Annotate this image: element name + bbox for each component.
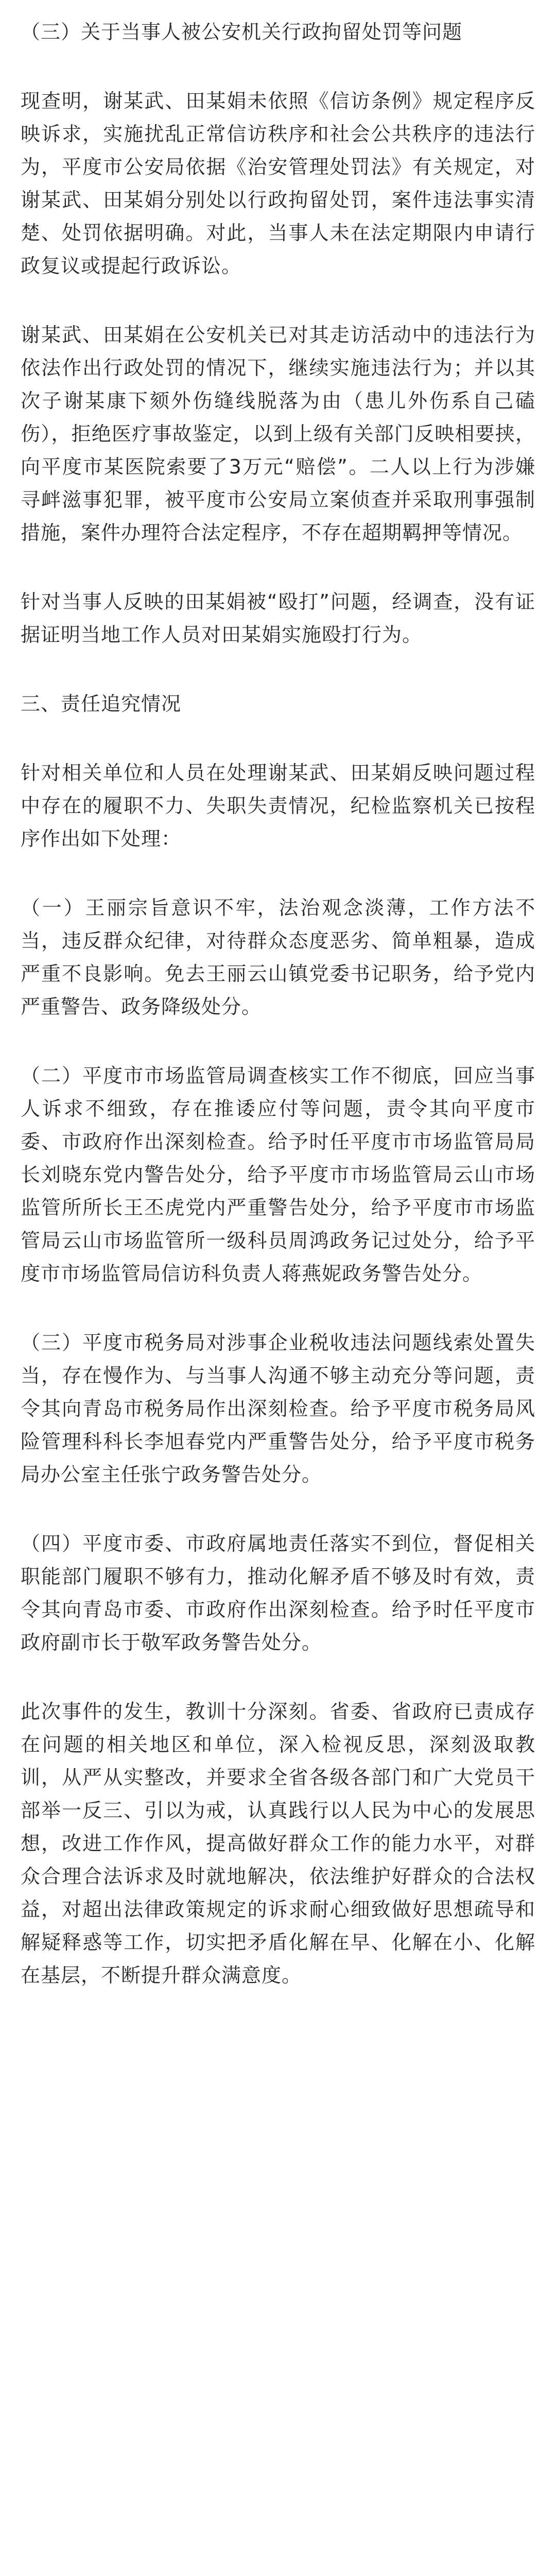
- paragraph-conclusion: 此次事件的发生，教训十分深刻。省委、省政府已责成存在问题的相关地区和单位，深入检视反思，深刻汲取教训，从严从实整改，并要求全省各级各部门和广大党员干部举一反三、引以为戒，认真践行以人民为中心的发展思想，改进工作作风，提高做好群众工作的能力水平，对群众合理合法诉求及时就地解决，依法维护好群众的合法权益，对超出法律政策规定的诉求耐心细致做好思想疏导和解疑释惑等工作，切实把矛盾化解在早、化解在小、化解在基层，不断提升群众满意度。: [21, 1700, 535, 1987]
- paragraph-public-security-finding: 现查明，谢某武、田某娟未依照《信访条例》规定程序反映诉求，实施扰乱正常信访秩序和社会公共秩序的违法行为，平度市公安局依据《治安管理处罚法》有关规定，对谢某武、田某娟分别处以行政拘留处罚，案件违法事实清楚、处罚依据明确。对此，当事人未在法定期限内申请行政复议或提起行政诉讼。: [21, 90, 535, 277]
- paragraph-item-2: （二）平度市市场监管局调查核实工作不彻底，回应当事人诉求不细致，存在推诿应付等问题，责令其向平度市委、市政府作出深刻检查。给予时任平度市市场监管局局长刘晓东党内警告处分，给予平度市市场监管局云山市场监管所所长王丕虎党内严重警告处分，给予平度市市场监管局云山市场监管所一级科员周鸿政务记过处分，给予平度市市场监管局信访科负责人蒋燕妮政务警告处分。: [21, 1064, 535, 1285]
- paragraph-accountability-intro: 针对相关单位和人员在处理谢某武、田某娟反映问题过程中存在的履职不力、失职失责情况，纪检监察机关已按程序作出如下处理：: [21, 761, 535, 850]
- paragraph-item-3: （三）平度市税务局对涉事企业税收违法问题线索处置失当，存在慢作为、与当事人沟通不够主动充分等问题，责令其向青岛市税务局作出深刻检查。给予平度市税务局风险管理科科长李旭春党内严重警告处分，给予平度市税务局办公室主任张宁政务警告处分。: [21, 1331, 535, 1486]
- paragraph-beating-claim: 针对当事人反映的田某娟被“殴打”问题，经调查，没有证据证明当地工作人员对田某娟实施殴打行为。: [21, 590, 535, 646]
- paragraph-item-1: （一）王丽宗旨意识不牢，法治观念淡薄，工作方法不当，违反群众纪律，对待群众态度恶劣、简单粗暴，造成严重不良影响。免去王丽云山镇党委书记职务，给予党内严重警告、政务降级处分。: [21, 896, 535, 1018]
- paragraph-item-4: （四）平度市委、市政府属地责任落实不到位，督促相关职能部门履职不够有力，推动化解矛盾不够及时有效，责令其向青岛市委、市政府作出深刻检查。给予时任平度市政府副市长于敬军政务警告处分。: [21, 1532, 535, 1654]
- paragraph-criminal-case: 谢某武、田某娟在公安机关已对其走访活动中的违法行为依法作出行政处罚的情况下，继续实施违法行为；并以其次子谢某康下颏外伤缝线脱落为由（患儿外伤系自己磕伤），拒绝医疗事故鉴定，以到上级有关部门反映相要挟，向平度市某医院索要了3万元“赔偿”。二人以上行为涉嫌寻衅滋事犯罪，被平度市公安局立案侦查并采取刑事强制措施，案件办理符合法定程序，不存在超期羁押等情况。: [21, 324, 535, 544]
- section-heading-3: （三）关于当事人被公安机关行政拘留处罚等问题: [21, 21, 463, 43]
- section-heading-accountability: 三、责任追究情况: [21, 692, 182, 715]
